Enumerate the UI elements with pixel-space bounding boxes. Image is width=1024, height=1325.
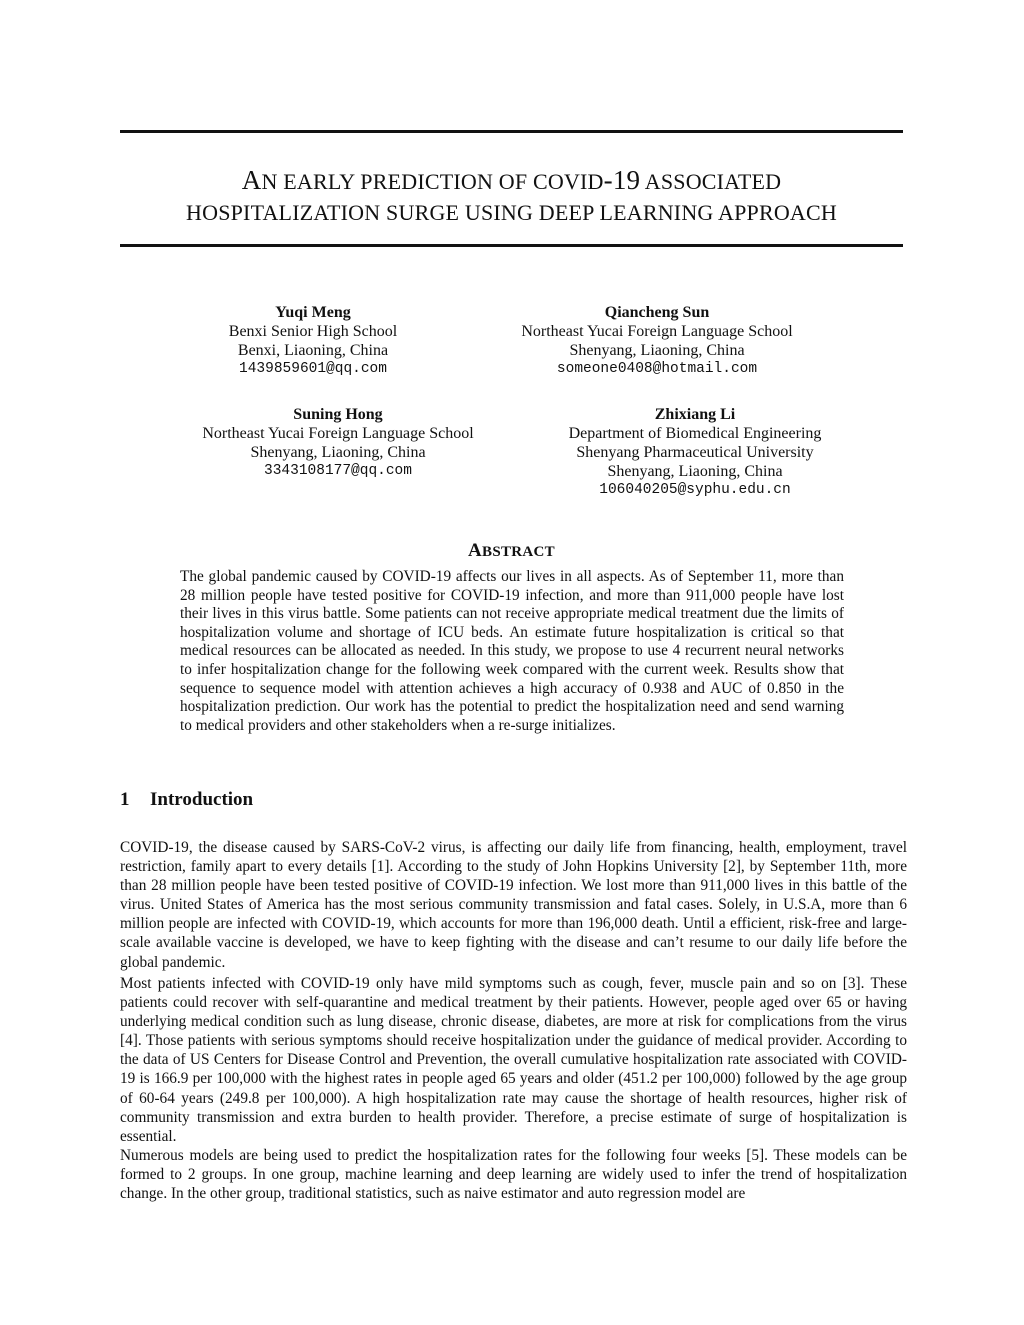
author-affiliation: Northeast Yucai Foreign Language School: [521, 323, 793, 340]
author-name: Suning Hong: [293, 406, 383, 423]
author-block: [530, 405, 860, 500]
section-number: 1: [120, 789, 130, 810]
author-email: 3343108177@qq.com: [264, 463, 412, 479]
title-bottom-rule: [120, 244, 903, 247]
author-block: [500, 303, 814, 379]
author-affiliation: Benxi Senior High School: [228, 323, 398, 340]
author-block: [160, 303, 466, 379]
abstract-body: The global pandemic caused by COVID-19 affects our lives in all aspects. As of September 11, more than 28 million people have tested positive for COVID-19 infection, and more than 911,000 people have lost their lives in this virus battle. Some patients can not receive appropriate medical treatment due the limits of hospitalization volume and shortage of ICU beds. An estimate future hospitalization is critical so that medical resources can be allocated as needed. In this study, we propose to use 4 recurrent neural networks to infer hospitalization change for the following week compared with the current week. Results show that sequence to sequence model with attention achieves a high accuracy of 0.938 and AUC of 0.850 in the hospitalization prediction. Our work has the potential to predict the hospitalization need and send warning to medical providers and other stakeholders when a re-surge initializes.: [180, 568, 844, 734]
body-paragraph: Most patients infected with COVID-19 only have mild symptoms such as cough, fever, muscle pain and so on [3]. These patients could recover with self-quarantine and medical treatment by their patients. However, people aged over 65 or having underlying medical condition such as lung disease, chronic disease, diabetes, are more at risk for complications from the virus [4]. Those patients with serious symptoms should receive hospitalization under the guidance of medical provider. According to the data of US Centers for Disease Control and Prevention, the overall cumulative hospitalization rate associated with COVID-19 is 166.9 per 100,000 with the highest rates in people aged 65 years and older (451.2 per 100,000) followed by the age group of 60-64 years (249.8 per 100,000). A high hospitalization rate may cause the shortage of health resources, higher risk of community transmission and extra burden to health provider. Therefore, a precise estimate of surge of hospitalization is essential.: [120, 975, 907, 1145]
author-department: Department of Biomedical Engineering: [568, 425, 822, 442]
author-location: Shenyang, Liaoning, China: [569, 342, 745, 359]
author-name: Zhixiang Li: [654, 406, 736, 423]
abstract-heading: ABSTRACT: [468, 540, 555, 561]
author-block: [160, 405, 516, 481]
author-email: 1439859601@qq.com: [239, 361, 387, 377]
author-name: Yuqi Meng: [275, 304, 351, 321]
author-location: Shenyang, Liaoning, China: [250, 444, 426, 461]
author-affiliation: Northeast Yucai Foreign Language School: [202, 425, 474, 442]
author-email: someone0408@hotmail.com: [556, 361, 758, 377]
author-email: 106040205@syphu.edu.cn: [599, 482, 791, 498]
title-top-rule: [120, 130, 903, 133]
body-paragraph: COVID-19, the disease caused by SARS-CoV-2 virus, is affecting our daily life from financing, health, employment, travel restriction, family apart to every details [1]. According to the study of John Hopkins University [2], by September 11th, more than 28 million people have been tested positive of COVID-19 infection. We lost more than 911,000 lives in this battle of the virus. United States of America has the most serious community transmission and fatal cases. Solely, in U.S.A, more than 6 million people are infected with COVID-19, which accounts for more than 196,000 death. Until a efficient, risk-free and large-scale available vaccine is developed, we have to keep fighting with the disease and can’t resume to our daily life before the global pandemic.: [120, 839, 907, 971]
body-paragraph: Numerous models are being used to predict the hospitalization rates for the following four weeks [5]. These models can be formed to 2 groups. In one group, machine learning and deep learning are widely used to infer the trend of hospitalization change. In the other group, traditional statistics, such as naive estimator and auto regression model are: [120, 1147, 907, 1203]
author-name: Qiancheng Sun: [604, 304, 710, 321]
author-location: Shenyang, Liaoning, China: [607, 463, 783, 480]
author-affiliation: Shenyang Pharmaceutical University: [576, 444, 814, 461]
paper-title-line-1: AN EARLY PREDICTION OF COVID-19 ASSOCIATED: [241, 165, 782, 195]
section-title: Introduction: [150, 789, 254, 810]
section-heading: [120, 789, 253, 811]
author-location: Benxi, Liaoning, China: [237, 342, 389, 359]
paper-title-line-2: HOSPITALIZATION SURGE USING DEEP LEARNING APPROACH: [186, 200, 837, 225]
